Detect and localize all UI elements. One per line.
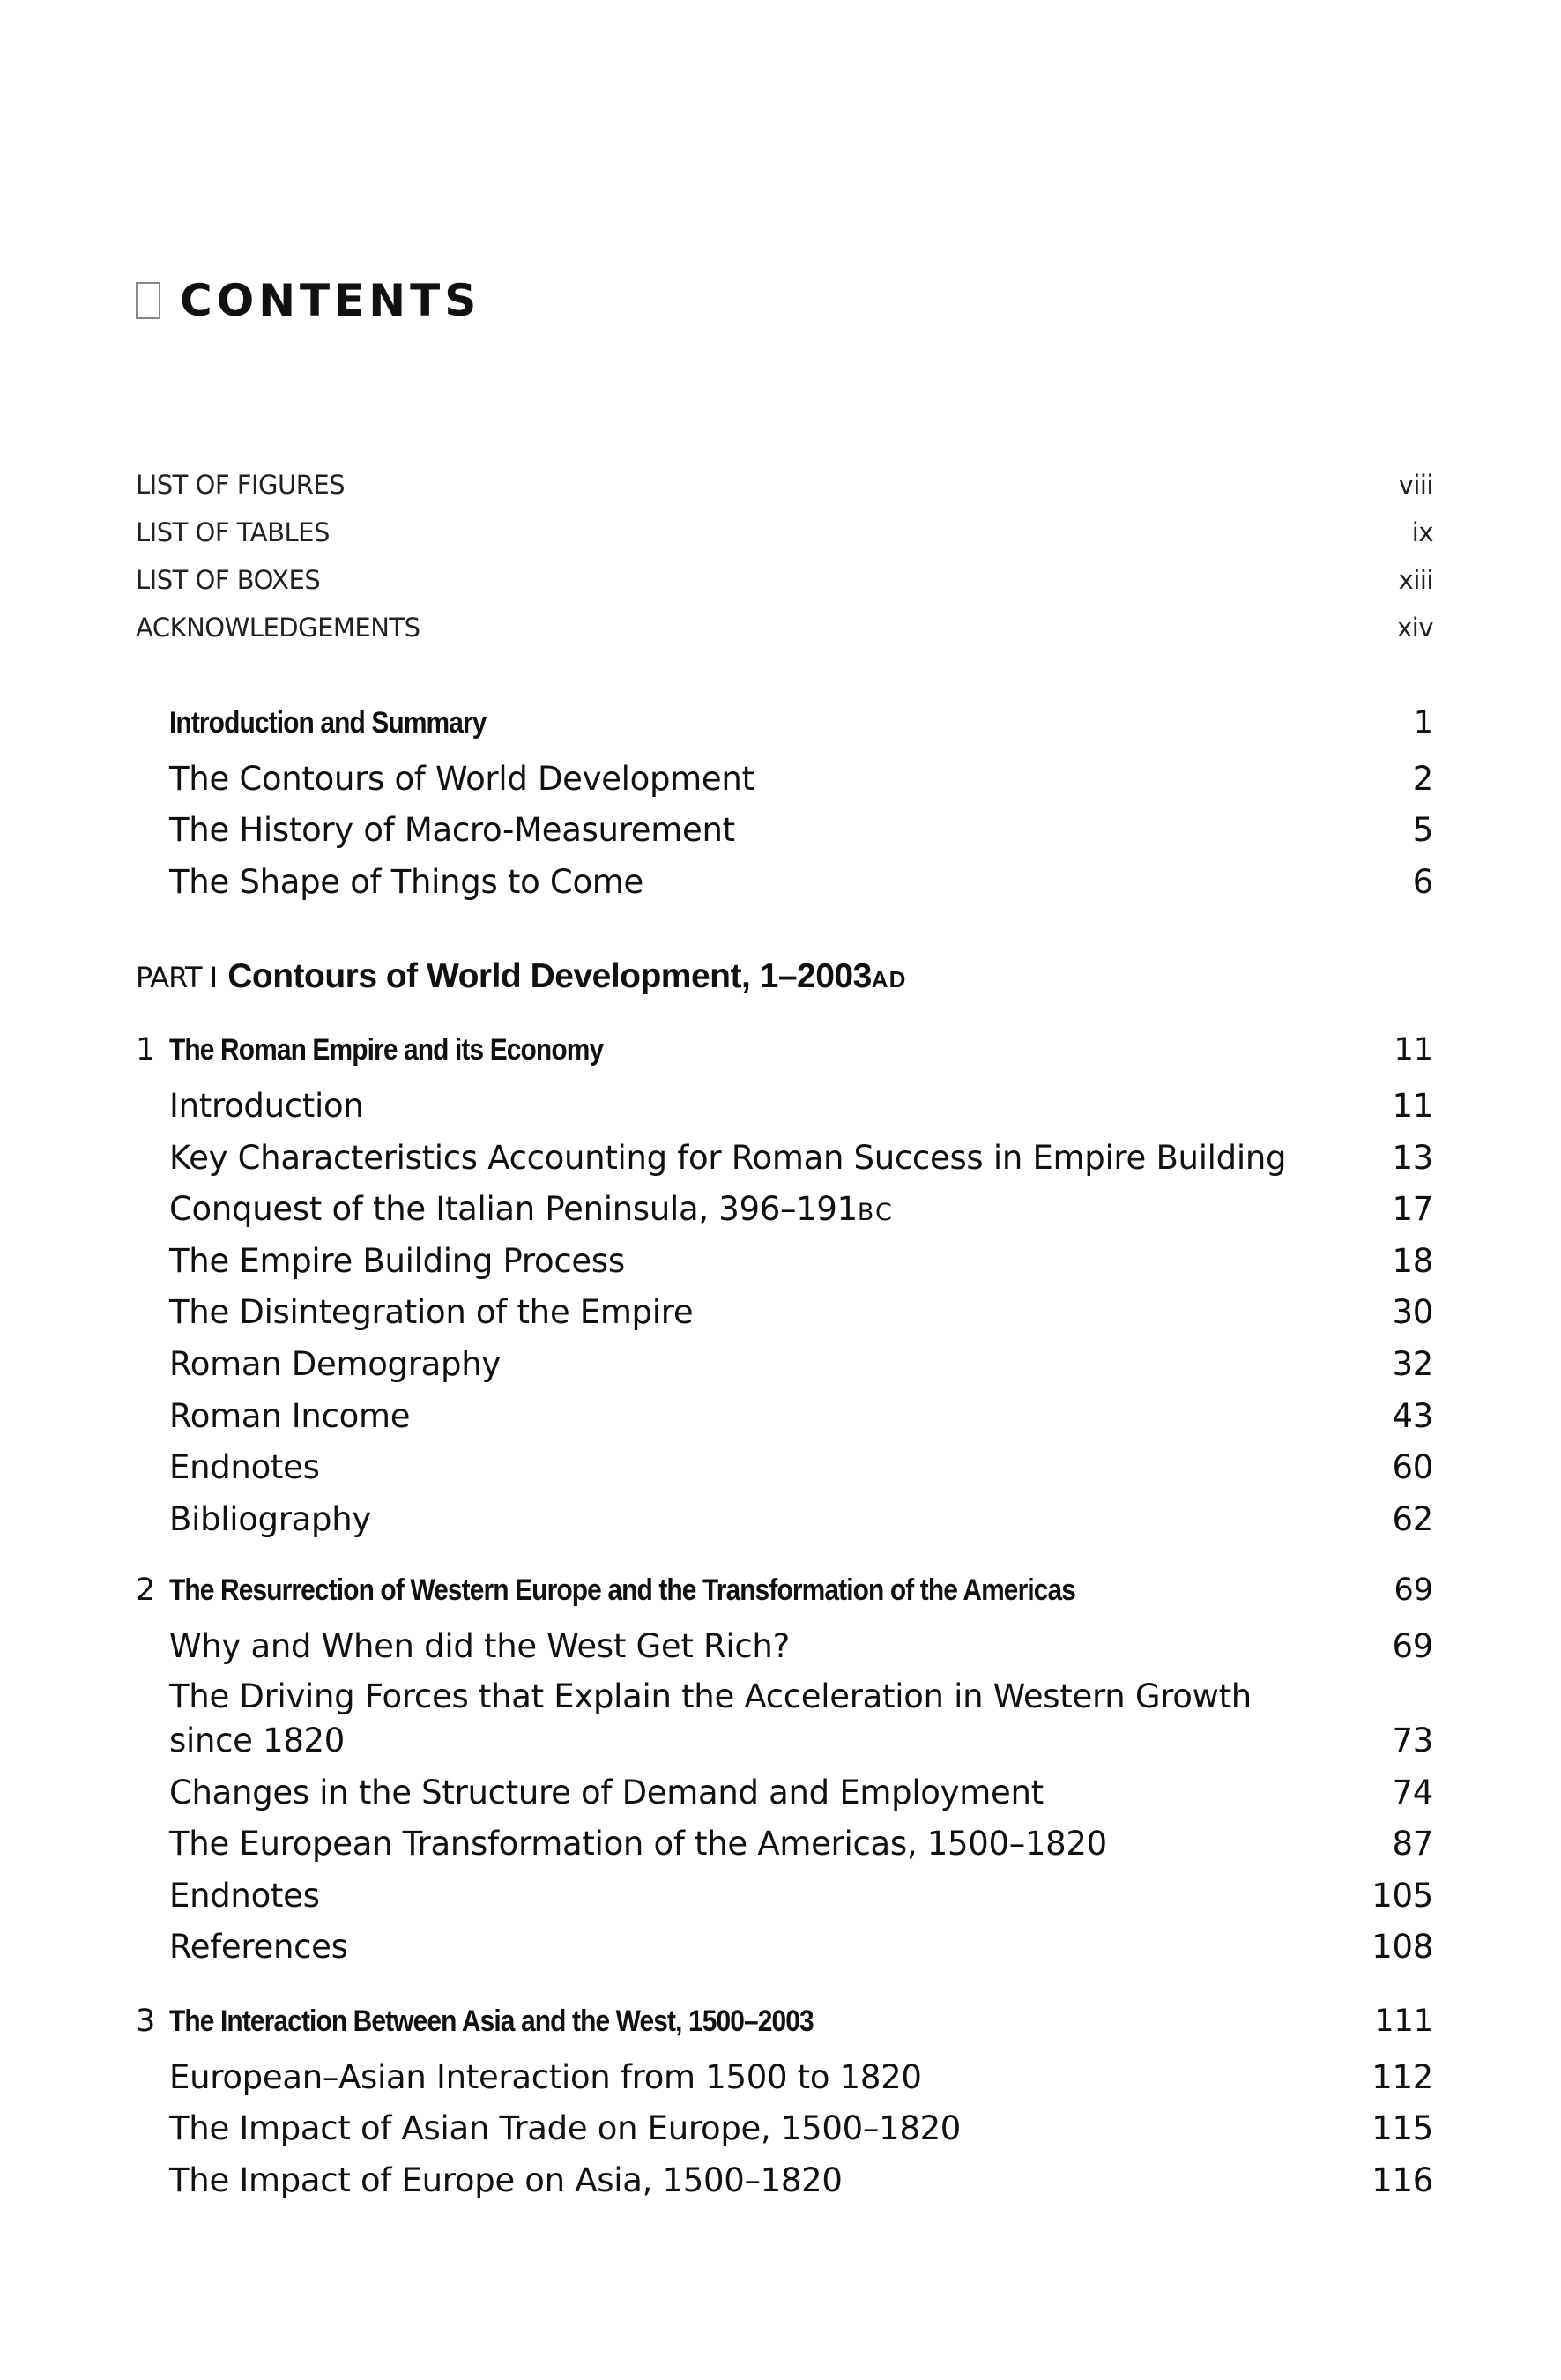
toc-entry[interactable] <box>169 1087 1433 1125</box>
entry-page: 30 <box>1392 1293 1433 1331</box>
toc-entry[interactable] <box>169 2161 1433 2199</box>
entry-page: 105 <box>1371 1877 1433 1915</box>
entry-title: LIST OF FIGURES <box>136 470 346 500</box>
entry-title: The Shape of Things to Come <box>169 863 644 901</box>
entry-title: The Empire Building Process <box>169 1242 625 1280</box>
entry-page: viii <box>1398 470 1433 500</box>
chapter-number: 1 <box>136 1032 155 1067</box>
toc-entry[interactable] <box>169 1825 1433 1863</box>
entry-page: 6 <box>1412 863 1433 901</box>
entry-page: 116 <box>1371 2161 1433 2199</box>
entry-title: The European Transformation of the Americas, 1500–1820 <box>169 1825 1107 1863</box>
chapter-title: The Roman Empire and its Economy <box>169 1033 604 1067</box>
entry-page: 69 <box>1392 1627 1433 1665</box>
chapter-title: The Interaction Between Asia and the West, 1500–2003 <box>169 2004 814 2038</box>
entry-page: 108 <box>1371 1928 1433 1966</box>
entry-page: xiii <box>1398 565 1433 595</box>
toc-entry[interactable] <box>169 1500 1433 1538</box>
entry-page: 115 <box>1371 2109 1433 2147</box>
entry-page: 73 <box>1392 1722 1433 1759</box>
toc-chapter-1[interactable] <box>136 1032 1433 1067</box>
entry-page: 60 <box>1392 1448 1433 1486</box>
chapter-number: 2 <box>136 1573 155 1608</box>
entry-page: 62 <box>1392 1500 1433 1538</box>
entry-page: 2 <box>1412 760 1433 798</box>
entry-title: Introduction <box>169 1087 364 1125</box>
entry-title: LIST OF BOXES <box>136 565 321 595</box>
toc-entry[interactable] <box>169 760 1433 798</box>
entry-title: The History of Macro-Measurement <box>169 811 735 849</box>
entry-title-line2: since 1820 <box>169 1722 346 1759</box>
entry-title: Bibliography <box>169 1500 371 1538</box>
toc-entry[interactable] <box>169 1293 1433 1331</box>
toc-entry[interactable] <box>169 1397 1433 1435</box>
contents-heading <box>136 275 480 326</box>
chapter-title: The Resurrection of Western Europe and the Transformation of the Americas <box>169 1573 1076 1607</box>
toc-entry-acknowledgements[interactable] <box>136 613 1433 643</box>
toc-entry[interactable] <box>169 1877 1433 1915</box>
entry-title: Endnotes <box>169 1448 320 1486</box>
toc-entry-boxes[interactable] <box>136 565 1433 595</box>
entry-era: BC <box>857 1199 894 1226</box>
toc-entry[interactable] <box>169 863 1433 901</box>
toc-part-heading[interactable] <box>136 957 906 996</box>
entry-title: The Disintegration of the Empire <box>169 1293 694 1331</box>
entry-title: European–Asian Interaction from 1500 to 1820 <box>169 2058 922 2096</box>
chapter-number: 3 <box>136 2004 155 2039</box>
entry-page: 13 <box>1392 1139 1433 1177</box>
toc-entry[interactable] <box>169 1190 1433 1228</box>
part-title-text: Contours of World Development, 1–2003 <box>227 957 872 995</box>
part-era: AD <box>871 966 907 993</box>
toc-entry[interactable] <box>169 1928 1433 1966</box>
entry-page: 11 <box>1392 1087 1433 1125</box>
toc-entry-multiline[interactable] <box>169 1675 1433 1763</box>
entry-title: The Impact of Europe on Asia, 1500–1820 <box>169 2161 843 2199</box>
entry-title: References <box>169 1928 348 1966</box>
toc-entry[interactable] <box>169 811 1433 849</box>
entry-title: The Contours of World Development <box>169 760 754 798</box>
section-title: Introduction and Summary <box>169 706 487 740</box>
toc-entry[interactable] <box>169 1345 1433 1383</box>
entry-title-line1: The Driving Forces that Explain the Acceleration in Western Growth <box>169 1677 1252 1715</box>
entry-page: 74 <box>1392 1774 1433 1811</box>
entry-title: Roman Income <box>169 1397 411 1435</box>
entry-page: 5 <box>1412 811 1433 849</box>
entry-page: 18 <box>1392 1242 1433 1280</box>
entry-title: Key Characteristics Accounting for Roman Success in Empire Building <box>169 1139 1287 1177</box>
toc-chapter-3[interactable] <box>136 2004 1433 2039</box>
entry-title: The Impact of Asian Trade on Europe, 1500–1820 <box>169 2109 962 2147</box>
entry-title: Endnotes <box>169 1877 320 1915</box>
entry-page: 87 <box>1392 1825 1433 1863</box>
toc-chapter-2[interactable] <box>136 1573 1433 1608</box>
entry-page: 1 <box>1413 705 1433 740</box>
entry-page: 32 <box>1392 1345 1433 1383</box>
entry-title: LIST OF TABLES <box>136 517 330 547</box>
part-title <box>227 957 906 996</box>
entry-title: ACKNOWLEDGEMENTS <box>136 613 420 643</box>
entry-page: ix <box>1411 517 1433 547</box>
toc-entry-tables[interactable] <box>136 517 1433 547</box>
page-title: CONTENTS <box>180 275 481 326</box>
entry-title: Why and When did the West Get Rich? <box>169 1627 790 1665</box>
entry-page: xiv <box>1397 613 1433 643</box>
toc-section-introduction[interactable] <box>169 705 1433 740</box>
entry-title: Roman Demography <box>169 1345 501 1383</box>
toc-entry[interactable] <box>169 2058 1433 2096</box>
entry-title: Conquest of the Italian Peninsula, 396–191 <box>169 1190 858 1228</box>
toc-entry[interactable] <box>169 1448 1433 1486</box>
entry-title: Changes in the Structure of Demand and Employment <box>169 1774 1044 1811</box>
toc-entry[interactable] <box>169 1139 1433 1177</box>
entry-page: 11 <box>1394 1032 1433 1067</box>
heading-box-icon <box>136 282 160 319</box>
entry-page: 43 <box>1392 1397 1433 1435</box>
toc-entry-figures[interactable] <box>136 470 1433 500</box>
toc-entry[interactable] <box>169 1774 1433 1811</box>
entry-page: 69 <box>1394 1573 1433 1608</box>
toc-entry[interactable] <box>169 1627 1433 1665</box>
entry-page: 17 <box>1392 1190 1433 1228</box>
entry-page: 112 <box>1371 2058 1433 2096</box>
toc-entry[interactable] <box>169 1242 1433 1280</box>
entry-page: 111 <box>1374 2004 1433 2039</box>
part-label: PART I <box>136 961 218 994</box>
toc-entry[interactable] <box>169 2109 1433 2147</box>
